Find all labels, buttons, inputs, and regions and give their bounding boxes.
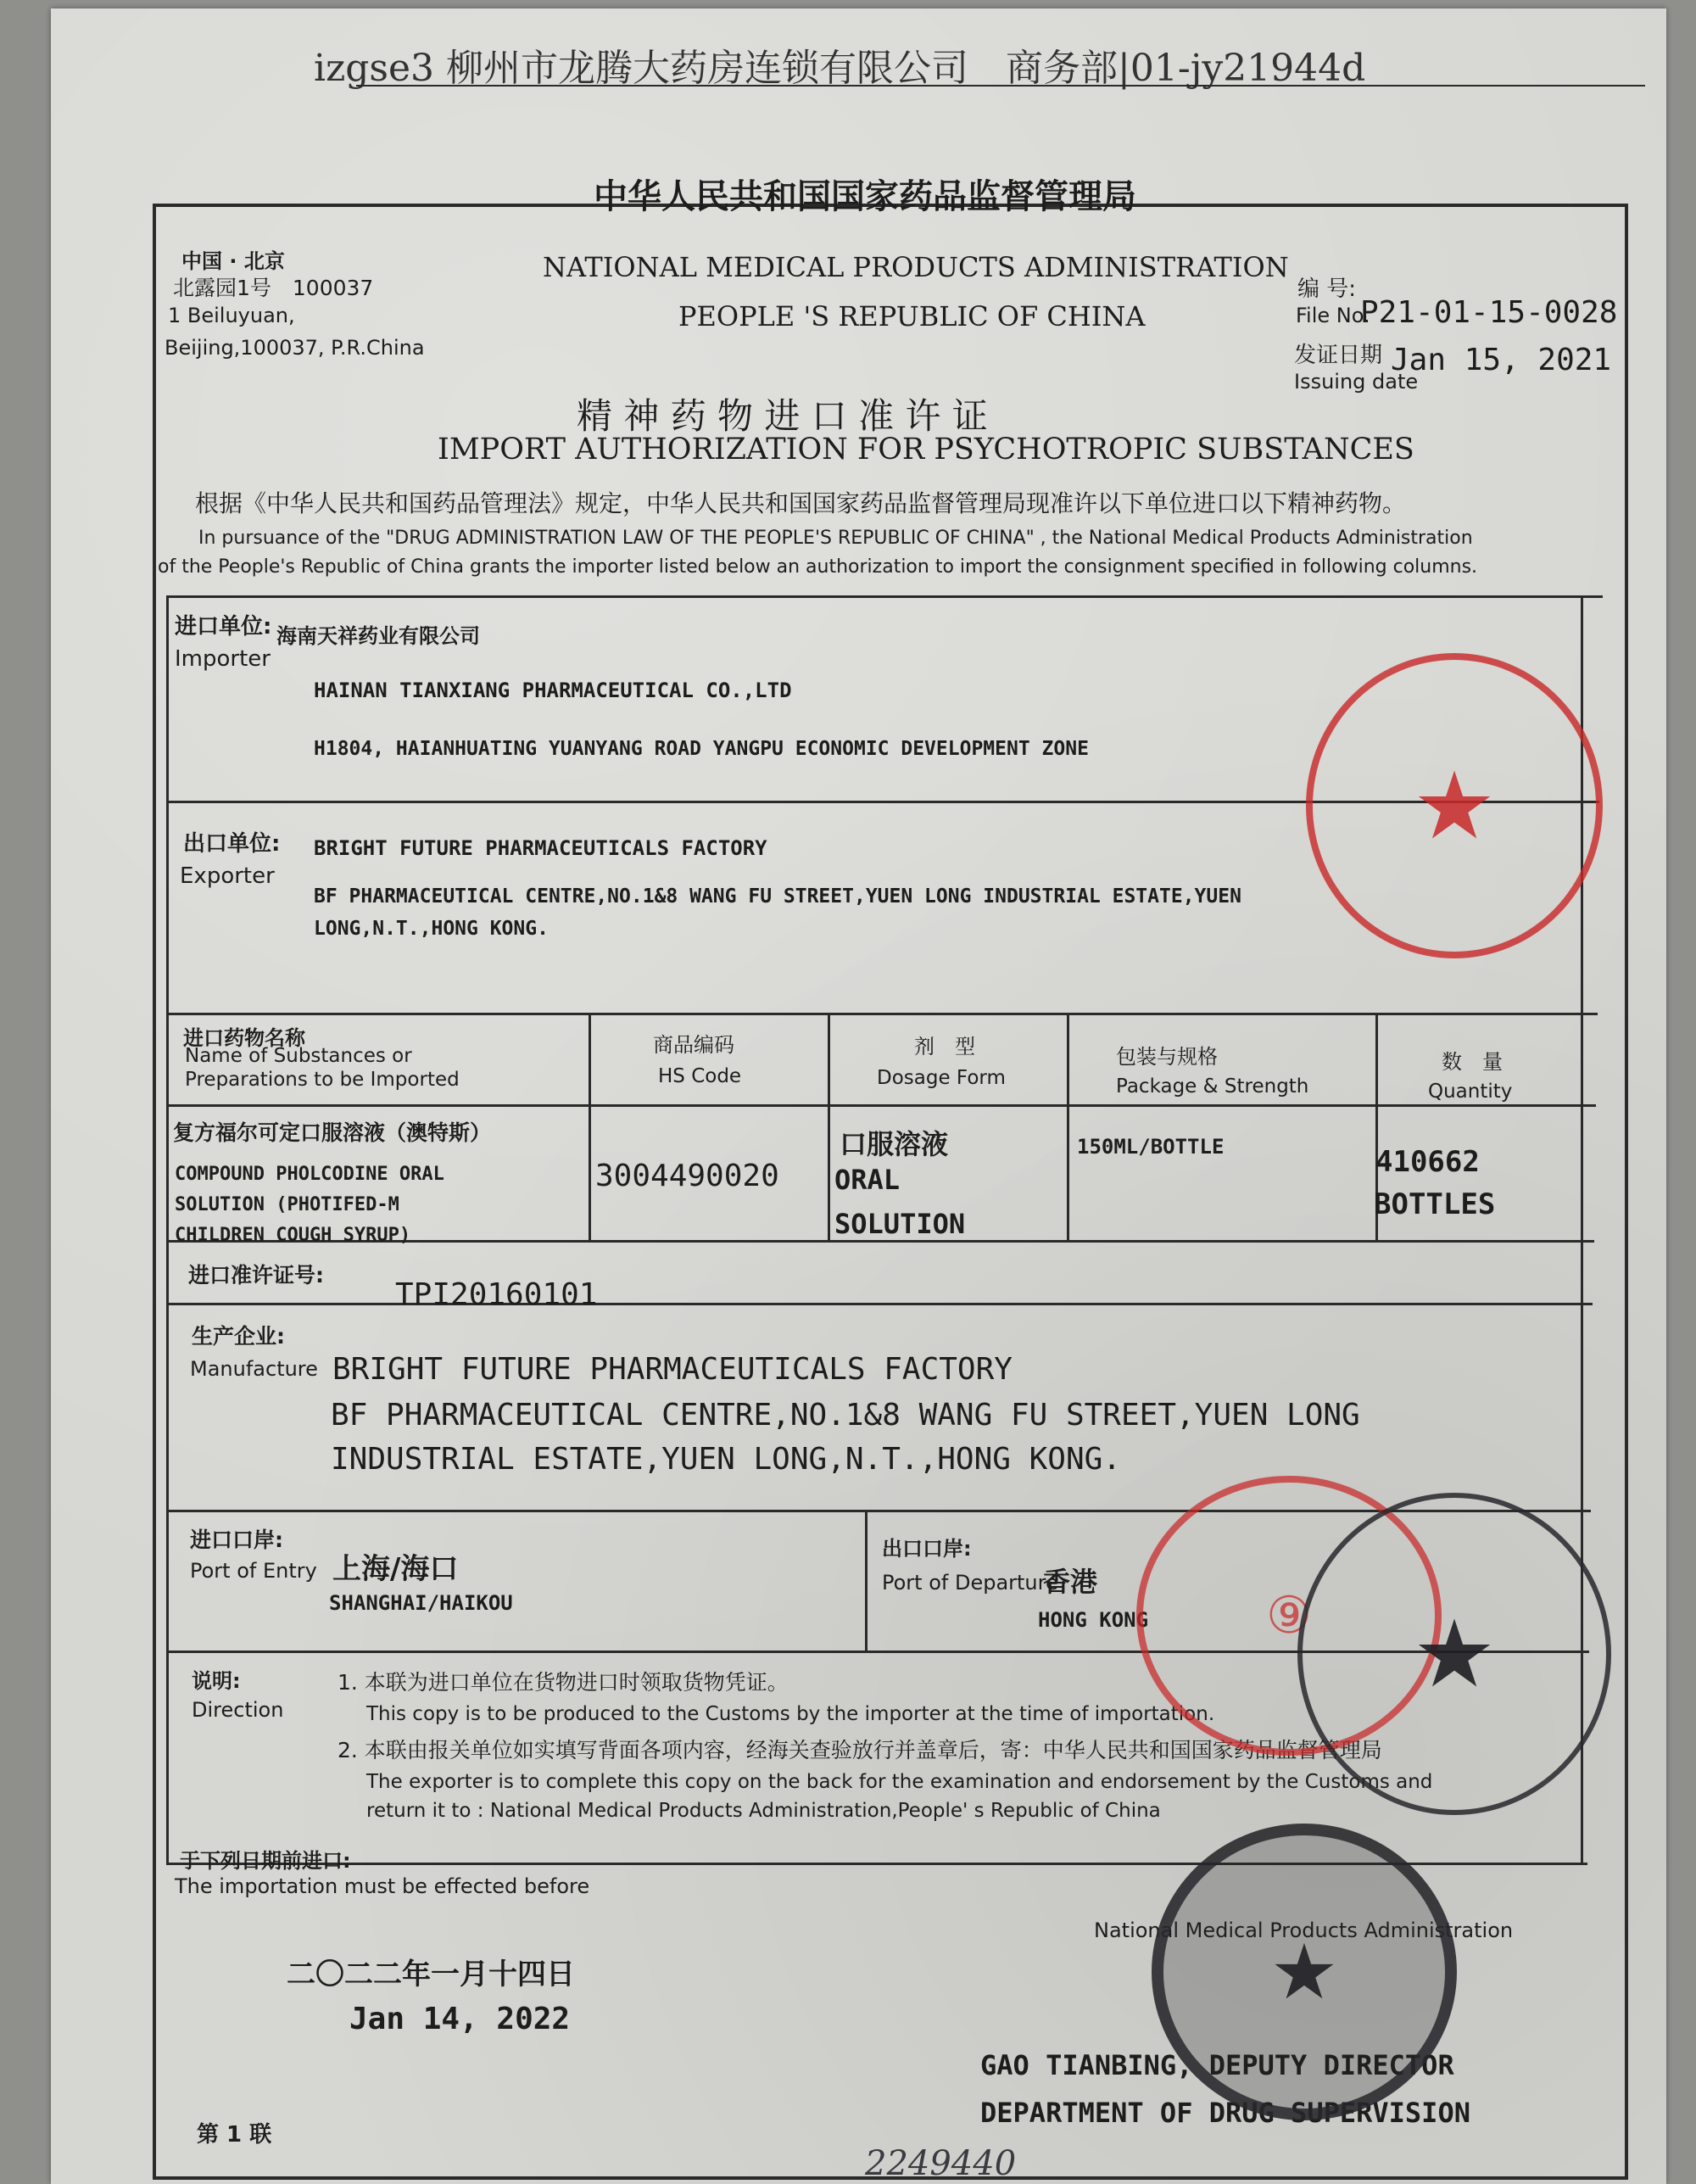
file-no-value: P21-01-15-0028 (1360, 295, 1618, 330)
issuing-date-label-cn: 发证日期 (1294, 343, 1383, 368)
direction-item2-en2: return it to : National Medical Products Administration,People' s Republic of China (366, 1800, 1161, 1822)
header-package-cn: 包装与规格 (1116, 1045, 1218, 1069)
importer-name-cn: 海南天祥药业有限公司 (276, 624, 480, 648)
signature-name: GAO TIANBING, DEPUTY DIRECTOR (980, 2049, 1454, 2081)
file-no-label-en: File No. (1296, 304, 1370, 327)
red-company-seal (1306, 653, 1603, 958)
fax-header: izgse3 柳州市龙腾大药房连锁有限公司 商务部|01-jy21944d (314, 47, 1366, 90)
rule-exporter-bottom (166, 1013, 1598, 1015)
manufacturer-label-cn: 生产企业: (192, 1324, 285, 1349)
importer-label-cn: 进口单位: (175, 614, 272, 640)
rule-left (166, 595, 169, 1863)
rule-col-departure (865, 1510, 868, 1651)
document-title-cn: 精 神 药 物 进 口 准 许 证 (577, 395, 988, 437)
seal-star-icon: ★ (1412, 751, 1497, 860)
exporter-label-cn: 出口单位: (183, 831, 281, 857)
issuing-date-label-en: Issuing date (1294, 370, 1419, 394)
quantity-value: 410662 (1375, 1145, 1480, 1179)
header-quantity-en: Quantity (1428, 1081, 1513, 1103)
dark-company-seal (1297, 1493, 1611, 1815)
manufacturer-address-line2: INDUSTRIAL ESTATE,YUEN LONG,N.T.,HONG KONG. (331, 1442, 1121, 1477)
direction-item1-cn: 1. 本联为进口单位在货物进口时领取货物凭证。 (338, 1670, 789, 1695)
package-strength-value: 150ML/BOTTLE (1077, 1135, 1225, 1159)
header-hs-cn: 商品编码 (653, 1033, 734, 1057)
signature-org: National Medical Products Administration (1094, 1919, 1514, 1942)
deadline-date-cn: 二〇二二年一月十四日 (287, 1958, 575, 1991)
header-quantity-cn: 数 量 (1442, 1050, 1503, 1074)
importer-name-en: HAINAN TIANXIANG PHARMACEUTICAL CO.,LTD (314, 679, 792, 702)
signature-department: DEPARTMENT OF DRUG SUPERVISION (980, 2097, 1470, 2129)
official-nmpa-seal (1152, 1824, 1457, 2120)
header-package-en: Package & Strength (1116, 1075, 1309, 1098)
dosage-form-en2: SOLUTION (834, 1208, 966, 1240)
importer-address: H1804, HAIANHUATING YUANYANG ROAD YANGPU ECONOMIC DEVELOPMENT ZONE (314, 738, 1089, 760)
rule-col-hs (589, 1013, 591, 1240)
authority-name-en: NATIONAL MEDICAL PRODUCTS ADMINISTRATION (543, 251, 1289, 283)
address-line2: 北露园1号 100037 (173, 276, 374, 300)
port-entry-label-en: Port of Entry (190, 1559, 317, 1583)
manufacturer-label-en: Manufacture (190, 1357, 318, 1381)
rule-col-package (1067, 1013, 1069, 1240)
header-dosage-cn: 剂 型 (914, 1035, 975, 1058)
substance-name-en1: COMPOUND PHOLCODINE ORAL (175, 1164, 444, 1185)
preamble-en-line1: In pursuance of the "DRUG ADMINISTRATION LAW OF THE PEOPLE'S REPUBLIC OF CHINA" , the National Medical Products Administration (198, 528, 1473, 549)
header-dosage-en: Dosage Form (877, 1067, 1006, 1089)
dark-seal-star-icon: ★ (1412, 1600, 1497, 1708)
substance-name-en2: SOLUTION (PHOTIFED-M (175, 1194, 399, 1215)
address-line4: Beijing,100037, P.R.China (165, 336, 425, 360)
permit-number: TPI20160101 (395, 1277, 598, 1312)
port-departure-label-en: Port of Departure (882, 1571, 1058, 1595)
header-name-en1: Name of Substances or (185, 1045, 412, 1067)
rule-permit-bottom (166, 1303, 1593, 1305)
port-entry-value-en: SHANGHAI/HAIKOU (329, 1591, 513, 1615)
manufacturer-name: BRIGHT FUTURE PHARMACEUTICALS FACTORY (332, 1352, 1013, 1387)
document-title-en: IMPORT AUTHORIZATION FOR PSYCHOTROPIC SUBSTANCES (438, 433, 1414, 466)
seal-number-icon: ⑨ (1266, 1586, 1312, 1645)
port-entry-value-cn: 上海/海口 (332, 1552, 459, 1586)
handwritten-number: 2249440 (865, 2144, 1017, 2183)
file-no-label-cn: 编 号: (1297, 276, 1357, 302)
fax-header-underline (356, 85, 1645, 87)
rule-top (166, 595, 1603, 598)
header-name-en2: Preparations to be Imported (185, 1069, 460, 1091)
exporter-name: BRIGHT FUTURE PHARMACEUTICALS FACTORY (314, 836, 767, 860)
deadline-label-en: The importation must be effected before (175, 1874, 590, 1898)
header-hs-en: HS Code (658, 1065, 742, 1087)
issuing-date-value: Jan 15, 2021 (1391, 343, 1612, 377)
hs-code-value: 3004490020 (595, 1159, 779, 1193)
authority-name-cn: 中华人民共和国国家药品监督管理局 (594, 177, 1136, 216)
importer-label-en: Importer (175, 646, 271, 672)
exporter-address-line1: BF PHARMACEUTICAL CENTRE,NO.1&8 WANG FU STREET,YUEN LONG INDUSTRIAL ESTATE,YUEN (314, 885, 1241, 908)
copy-number: 第 1 联 (197, 2122, 272, 2148)
permit-label-cn: 进口准许证号: (188, 1263, 324, 1287)
quantity-unit: BOTTLES (1374, 1187, 1496, 1221)
address-line1: 中国 · 北京 (181, 249, 285, 273)
deadline-date-en: Jan 14, 2022 (349, 2002, 571, 2036)
dosage-form-en1: ORAL (834, 1164, 901, 1196)
direction-label-cn: 说明: (192, 1669, 241, 1693)
official-seal-star-icon: ★ (1269, 1927, 1339, 2017)
port-departure-value-en: HONG KONG (1038, 1608, 1149, 1632)
dosage-form-cn: 口服溶液 (840, 1128, 949, 1160)
preamble-cn: 根据《中华人民共和国药品管理法》规定，中华人民共和国国家药品监督管理局现准许以下单位进口以下精神药物。 (195, 489, 1407, 517)
port-entry-label-cn: 进口口岸: (190, 1528, 283, 1552)
header-name-cn: 进口药物名称 (183, 1026, 305, 1050)
substance-name-en3: CHILDREN COUGH SYRUP) (175, 1225, 411, 1246)
direction-label-en: Direction (192, 1698, 284, 1722)
direction-item1-en: This copy is to be produced to the Customs by the importer at the time of importation. (366, 1703, 1215, 1725)
rule-header-bottom (166, 1104, 1596, 1107)
exporter-label-en: Exporter (180, 863, 275, 889)
rule-col-dosage (828, 1013, 830, 1240)
manufacturer-address-line1: BF PHARMACEUTICAL CENTRE,NO.1&8 WANG FU STREET,YUEN LONG (331, 1398, 1360, 1433)
substance-name-cn: 复方福尔可定口服溶液（澳特斯） (173, 1120, 492, 1145)
address-line3: 1 Beiluyuan, (168, 304, 295, 327)
preamble-en-line2: of the People's Republic of China grants the importer listed below an authorization to import the consignment specified in following columns. (158, 556, 1478, 578)
deadline-label-cn: 于下列日期前进口: (180, 1849, 351, 1873)
exporter-address-line2: LONG,N.T.,HONG KONG. (314, 918, 549, 940)
direction-item2-en1: The exporter is to complete this copy on the back for the examination and endorsement by the Customs and (366, 1771, 1433, 1793)
port-departure-label-cn: 出口口岸: (882, 1537, 972, 1561)
port-departure-value-cn: 香港 (1043, 1566, 1098, 1598)
direction-item2-cn: 2. 本联由报关单位如实填写背面各项内容，经海关查验放行并盖章后，寄：中华人民共和国国家药品监督管理局 (338, 1738, 1382, 1762)
authority-country-en: PEOPLE 'S REPUBLIC OF CHINA (678, 300, 1146, 332)
